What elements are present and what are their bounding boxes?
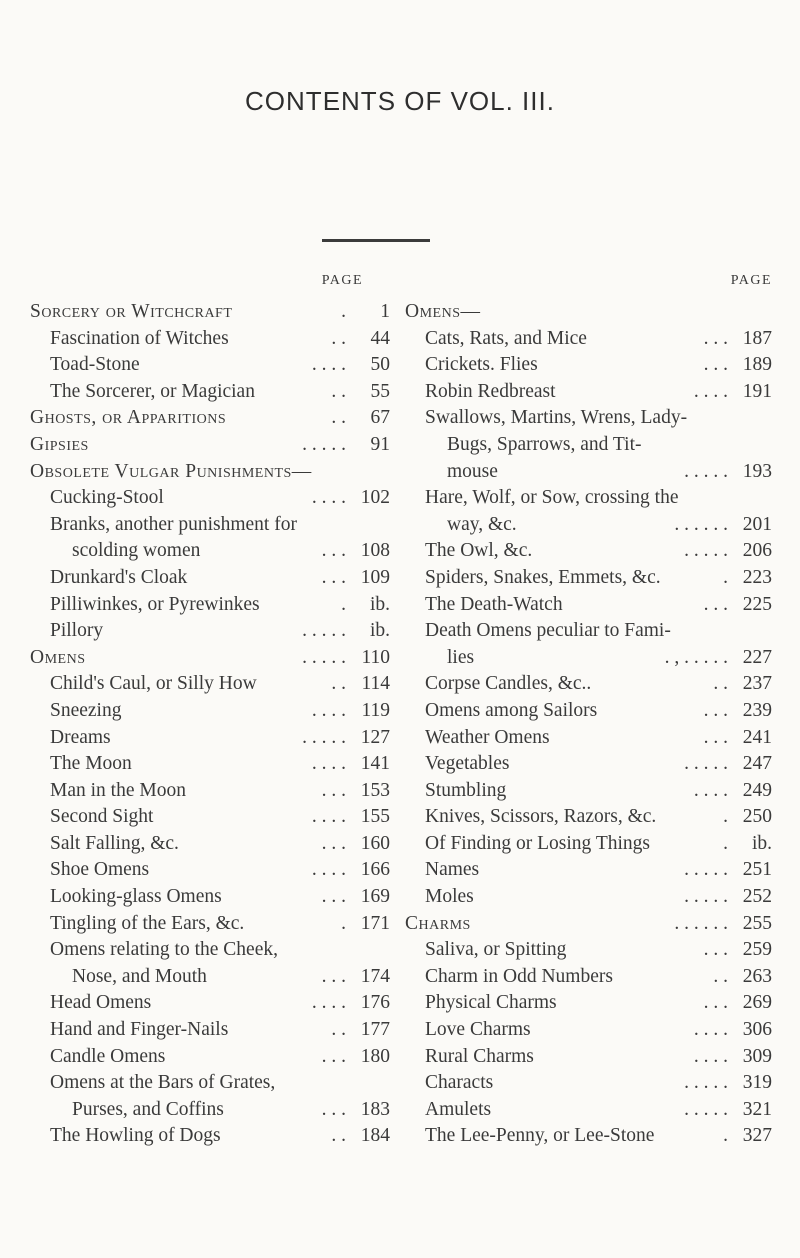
entry-leader-dots: . . . xyxy=(703,593,728,615)
entry-page-number: ib. xyxy=(751,832,772,854)
toc-entry xyxy=(405,990,772,1017)
entry-leader-dots: . , . . . . . xyxy=(664,646,728,668)
toc-entry xyxy=(30,1044,390,1071)
entry-title: Toad-Stone xyxy=(50,354,140,376)
entry-title: way, &c. xyxy=(447,513,517,535)
entry-title: Drunkard's Cloak xyxy=(50,566,188,588)
entry-title: Weather Omens xyxy=(425,726,550,748)
entry-title: Dreams xyxy=(50,726,111,748)
entry-page-number: 169 xyxy=(360,886,390,908)
entry-leader-dots: . xyxy=(723,832,728,854)
entry-leader-dots: . xyxy=(341,301,346,322)
entry-title: Charm in Odd Numbers xyxy=(425,965,613,987)
entry-page-number: 176 xyxy=(360,992,390,1014)
entry-title: Pillory xyxy=(50,620,104,642)
entry-leader-dots: . . . xyxy=(703,939,728,961)
toc-entry xyxy=(405,512,772,539)
entry-title: Obsolete Vulgar Punishments— xyxy=(30,460,312,482)
toc-entry xyxy=(405,432,772,459)
entry-title: Sneezing xyxy=(50,699,122,721)
entry-page-number: 259 xyxy=(742,939,772,961)
toc-entry xyxy=(405,405,772,432)
entry-page-number: 249 xyxy=(742,779,772,801)
entry-leader-dots: . . . xyxy=(703,327,728,349)
entry-page-number: 184 xyxy=(360,1125,390,1147)
entry-leader-dots: . xyxy=(723,566,728,588)
entry-leader-dots: . . . . . xyxy=(302,620,346,642)
entry-page-number: 193 xyxy=(742,460,772,482)
entry-page-number: 247 xyxy=(742,753,772,775)
entry-title: Charms xyxy=(405,912,471,934)
toc-entry xyxy=(405,751,772,778)
toc-entry xyxy=(405,1097,772,1124)
toc-entry xyxy=(405,326,772,353)
entry-title: Cats, Rats, and Mice xyxy=(425,327,587,349)
entry-page-number: 114 xyxy=(361,673,390,695)
entry-page-number: 251 xyxy=(742,859,772,881)
entries-right xyxy=(405,299,772,1150)
section-heading xyxy=(30,459,390,486)
toc-entry xyxy=(405,831,772,858)
entry-title: Ghosts, or Apparitions xyxy=(30,407,227,429)
toc-entry xyxy=(30,804,390,831)
entry-title: Omens at the Bars of Grates, xyxy=(50,1072,276,1094)
title-rule xyxy=(322,239,430,242)
entry-title: Man in the Moon xyxy=(50,779,186,801)
entry-leader-dots: . . . . . xyxy=(302,433,346,455)
contents-right-column xyxy=(405,273,772,1150)
entry-page-number: 255 xyxy=(742,912,772,934)
toc-entry xyxy=(30,698,390,725)
entry-page-number: 319 xyxy=(742,1072,772,1094)
entry-title: Branks, another punishment for xyxy=(50,513,297,535)
toc-entry xyxy=(30,352,390,379)
entry-leader-dots: . . xyxy=(331,380,346,402)
entry-leader-dots: . . . . xyxy=(311,487,346,509)
entry-leader-dots: . . . . xyxy=(311,806,346,828)
toc-entry xyxy=(30,857,390,884)
entry-title: scolding women xyxy=(72,540,201,562)
entry-leader-dots: . . . . . xyxy=(302,646,346,668)
entry-leader-dots: . . xyxy=(713,965,728,987)
entry-title: Bugs, Sparrows, and Tit- xyxy=(447,433,642,455)
entry-page-number: ib. xyxy=(369,593,390,615)
entry-page-number: 1 xyxy=(380,301,390,322)
toc-entry xyxy=(30,1070,390,1097)
entry-title: lies xyxy=(447,646,475,668)
entry-leader-dots: . . . xyxy=(321,886,346,908)
entry-title: Sorcery or Witchcraft xyxy=(30,301,233,322)
entry-title: Stumbling xyxy=(425,779,507,801)
entry-title: mouse xyxy=(447,460,498,482)
entry-leader-dots: . xyxy=(341,912,346,934)
entry-leader-dots: . . . . . xyxy=(302,726,346,748)
entry-leader-dots: . . . . . xyxy=(684,540,728,562)
toc-entry xyxy=(405,937,772,964)
entry-page-number: 155 xyxy=(360,806,390,828)
entry-leader-dots: . . . . xyxy=(311,354,346,376)
entry-leader-dots: . . . . . xyxy=(684,859,728,881)
entry-leader-dots: . . . . xyxy=(311,753,346,775)
entry-title: Death Omens peculiar to Fami- xyxy=(425,620,671,642)
entry-leader-dots: . . xyxy=(331,327,346,349)
entry-page-number: 309 xyxy=(742,1045,772,1067)
entry-page-number: 237 xyxy=(742,673,772,695)
entry-page-number: 189 xyxy=(742,354,772,376)
toc-entry xyxy=(405,538,772,565)
entry-title: Omens xyxy=(30,646,86,668)
toc-entry xyxy=(405,884,772,911)
toc-entry xyxy=(405,804,772,831)
toc-entry xyxy=(405,592,772,619)
entry-title: The Death-Watch xyxy=(425,593,563,615)
entry-title: Spiders, Snakes, Emmets, &c. xyxy=(425,566,661,588)
entry-page-number: 109 xyxy=(360,566,390,588)
entry-title: Names xyxy=(425,859,480,881)
entry-leader-dots: . . . xyxy=(703,992,728,1014)
entry-title: Cucking-Stool xyxy=(50,487,164,509)
entry-leader-dots: . . xyxy=(713,673,728,695)
entry-page-number: 153 xyxy=(360,779,390,801)
entry-title: Fascination of Witches xyxy=(50,327,229,349)
toc-entry xyxy=(405,352,772,379)
toc-entry xyxy=(30,485,390,512)
entry-page-number: 223 xyxy=(742,566,772,588)
entry-title: Omens relating to the Cheek, xyxy=(50,939,278,961)
entry-title: Purses, and Coffins xyxy=(72,1098,224,1120)
entry-page-number: 127 xyxy=(360,726,390,748)
entry-page-number: 227 xyxy=(742,646,772,668)
toc-entry xyxy=(405,698,772,725)
toc-entry xyxy=(30,911,390,938)
entry-title: Nose, and Mouth xyxy=(72,965,207,987)
entry-title: Swallows, Martins, Wrens, Lady- xyxy=(425,407,688,429)
section-heading xyxy=(30,645,390,672)
toc-entry xyxy=(405,1044,772,1071)
entry-leader-dots: . . . . xyxy=(311,859,346,881)
entry-page-number: 177 xyxy=(360,1019,390,1041)
entry-page-number: 67 xyxy=(370,407,390,429)
entry-page-number: 50 xyxy=(370,354,390,376)
entry-page-number: 250 xyxy=(742,806,772,828)
entry-title: The Moon xyxy=(50,753,132,775)
entry-leader-dots: . . . xyxy=(321,965,346,987)
entry-leader-dots: . . . . xyxy=(693,1019,728,1041)
entry-title: Gipsies xyxy=(30,433,89,455)
entry-leader-dots: . . . . . . xyxy=(674,513,728,535)
entry-title: Rural Charms xyxy=(425,1045,534,1067)
toc-entry xyxy=(405,485,772,512)
entry-page-number: 166 xyxy=(360,859,390,881)
entry-leader-dots: . . . xyxy=(703,354,728,376)
entry-leader-dots: . . xyxy=(331,1125,346,1147)
entry-page-number: 269 xyxy=(742,992,772,1014)
toc-entry xyxy=(30,725,390,752)
entry-title: Salt Falling, &c. xyxy=(50,832,179,854)
entry-page-number: 241 xyxy=(742,726,772,748)
toc-entry xyxy=(405,459,772,486)
entry-title: Physical Charms xyxy=(425,992,557,1014)
entry-title: Pilliwinkes, or Pyrewinkes xyxy=(50,593,260,615)
section-heading xyxy=(405,911,772,938)
entry-leader-dots: . xyxy=(341,593,346,615)
entry-page-number: 119 xyxy=(361,699,390,721)
toc-entry xyxy=(405,857,772,884)
section-heading xyxy=(30,405,390,432)
toc-entry xyxy=(405,1123,772,1150)
toc-entry xyxy=(405,1070,772,1097)
entry-leader-dots: . . . xyxy=(321,779,346,801)
entry-title: Hand and Finger-Nails xyxy=(50,1019,229,1041)
entry-title: Crickets. Flies xyxy=(425,354,538,376)
toc-entry xyxy=(30,326,390,353)
entry-leader-dots: . . . . xyxy=(693,380,728,402)
entry-title: Omens among Sailors xyxy=(425,699,598,721)
entry-leader-dots: . . . . xyxy=(311,699,346,721)
page-column-label: PAGE xyxy=(730,273,772,288)
section-heading xyxy=(30,299,390,326)
entry-page-number: 160 xyxy=(360,832,390,854)
entry-title: Robin Redbreast xyxy=(425,380,556,402)
entry-title: Knives, Scissors, Razors, &c. xyxy=(425,806,657,828)
entry-page-number: 187 xyxy=(742,327,772,349)
entry-title: Looking-glass Omens xyxy=(50,886,222,908)
entry-title: The Owl, &c. xyxy=(425,540,533,562)
entry-leader-dots: . . . xyxy=(321,1045,346,1067)
entry-page-number: 183 xyxy=(360,1098,390,1120)
toc-entry xyxy=(405,379,772,406)
toc-entry xyxy=(30,618,390,645)
entry-leader-dots: . xyxy=(723,806,728,828)
entry-page-number: 174 xyxy=(360,965,390,987)
entry-page-number: 239 xyxy=(742,699,772,721)
section-heading xyxy=(30,432,390,459)
toc-entry xyxy=(30,592,390,619)
entry-title: Second Sight xyxy=(50,806,154,828)
entry-leader-dots: . . . . . xyxy=(684,753,728,775)
toc-entry xyxy=(405,565,772,592)
toc-entry xyxy=(30,671,390,698)
entry-page-number: 102 xyxy=(360,487,390,509)
entry-title: Head Omens xyxy=(50,992,152,1014)
toc-entry xyxy=(405,645,772,672)
entry-title: Tingling of the Ears, &c. xyxy=(50,912,245,934)
entry-title: Saliva, or Spitting xyxy=(425,939,567,961)
entry-page-number: 171 xyxy=(360,912,390,934)
entry-page-number: 321 xyxy=(742,1098,772,1120)
entry-leader-dots: . xyxy=(723,1125,728,1147)
toc-entry xyxy=(30,751,390,778)
entry-title: Child's Caul, or Silly How xyxy=(50,673,257,695)
entry-leader-dots: . . . . . xyxy=(684,1072,728,1094)
entry-title: The Sorcerer, or Magician xyxy=(50,380,255,402)
entry-leader-dots: . . . xyxy=(321,1098,346,1120)
toc-entry xyxy=(405,725,772,752)
entry-title: Candle Omens xyxy=(50,1045,166,1067)
entry-title: The Howling of Dogs xyxy=(50,1125,221,1147)
entry-page-number: 252 xyxy=(742,886,772,908)
toc-entry xyxy=(30,538,390,565)
entry-page-number: 55 xyxy=(370,380,390,402)
toc-entry xyxy=(30,512,390,539)
entry-page-number: 191 xyxy=(742,380,772,402)
entry-leader-dots: . . . xyxy=(321,566,346,588)
toc-entry xyxy=(30,778,390,805)
toc-entry xyxy=(405,778,772,805)
toc-entry xyxy=(30,884,390,911)
entry-title: Characts xyxy=(425,1072,494,1094)
entry-leader-dots: . . . xyxy=(703,726,728,748)
entry-title: Amulets xyxy=(425,1098,492,1120)
entry-title: Shoe Omens xyxy=(50,859,150,881)
entries-left xyxy=(30,299,390,1150)
entry-page-number: 91 xyxy=(370,433,390,455)
entry-leader-dots: . . . . . . xyxy=(674,912,728,934)
entry-leader-dots: . . . xyxy=(703,699,728,721)
entry-page-number: 225 xyxy=(742,593,772,615)
entry-page-number: 141 xyxy=(360,753,390,775)
toc-entry xyxy=(30,1123,390,1150)
entry-page-number: 110 xyxy=(361,646,390,668)
entry-leader-dots: . . . . . xyxy=(684,460,728,482)
entry-page-number: 180 xyxy=(360,1045,390,1067)
entry-leader-dots: . . . xyxy=(321,540,346,562)
entry-leader-dots: . . xyxy=(331,407,346,429)
entry-title: Moles xyxy=(425,886,474,908)
toc-entry xyxy=(30,565,390,592)
toc-entry xyxy=(30,964,390,991)
entry-leader-dots: . . xyxy=(331,673,346,695)
entry-page-number: 327 xyxy=(742,1125,772,1147)
entry-title: The Lee-Penny, or Lee-Stone xyxy=(425,1125,655,1147)
entry-page-number: ib. xyxy=(369,620,390,642)
entry-title: Omens— xyxy=(405,301,481,322)
toc-entry xyxy=(405,618,772,645)
toc-entry xyxy=(405,964,772,991)
entry-leader-dots: . . . . xyxy=(311,992,346,1014)
toc-entry xyxy=(30,1017,390,1044)
entry-leader-dots: . . xyxy=(331,1019,346,1041)
toc-entry xyxy=(30,379,390,406)
entry-page-number: 44 xyxy=(370,327,390,349)
page-title: CONTENTS OF VOL. III. xyxy=(245,86,555,116)
entry-leader-dots: . . . . xyxy=(693,779,728,801)
toc-entry xyxy=(30,990,390,1017)
entry-leader-dots: . . . xyxy=(321,832,346,854)
entry-title: Corpse Candles, &c.. xyxy=(425,673,592,695)
entry-title: Love Charms xyxy=(425,1019,531,1041)
entry-page-number: 108 xyxy=(360,540,390,562)
entry-page-number: 263 xyxy=(742,965,772,987)
entry-title: Vegetables xyxy=(425,753,510,775)
toc-entry xyxy=(405,1017,772,1044)
entry-page-number: 306 xyxy=(742,1019,772,1041)
entry-page-number: 201 xyxy=(742,513,772,535)
toc-entry xyxy=(30,937,390,964)
toc-entry xyxy=(405,671,772,698)
entry-title: Of Finding or Losing Things xyxy=(425,832,650,854)
page-column-label: PAGE xyxy=(321,273,363,288)
section-heading xyxy=(405,299,772,326)
contents-left-column xyxy=(30,273,390,1150)
entry-title: Hare, Wolf, or Sow, crossing the xyxy=(425,487,679,509)
entry-leader-dots: . . . . . xyxy=(684,1098,728,1120)
toc-entry xyxy=(30,1097,390,1124)
entry-leader-dots: . . . . xyxy=(693,1045,728,1067)
entry-leader-dots: . . . . . xyxy=(684,886,728,908)
entry-page-number: 206 xyxy=(742,540,772,562)
toc-entry xyxy=(30,831,390,858)
